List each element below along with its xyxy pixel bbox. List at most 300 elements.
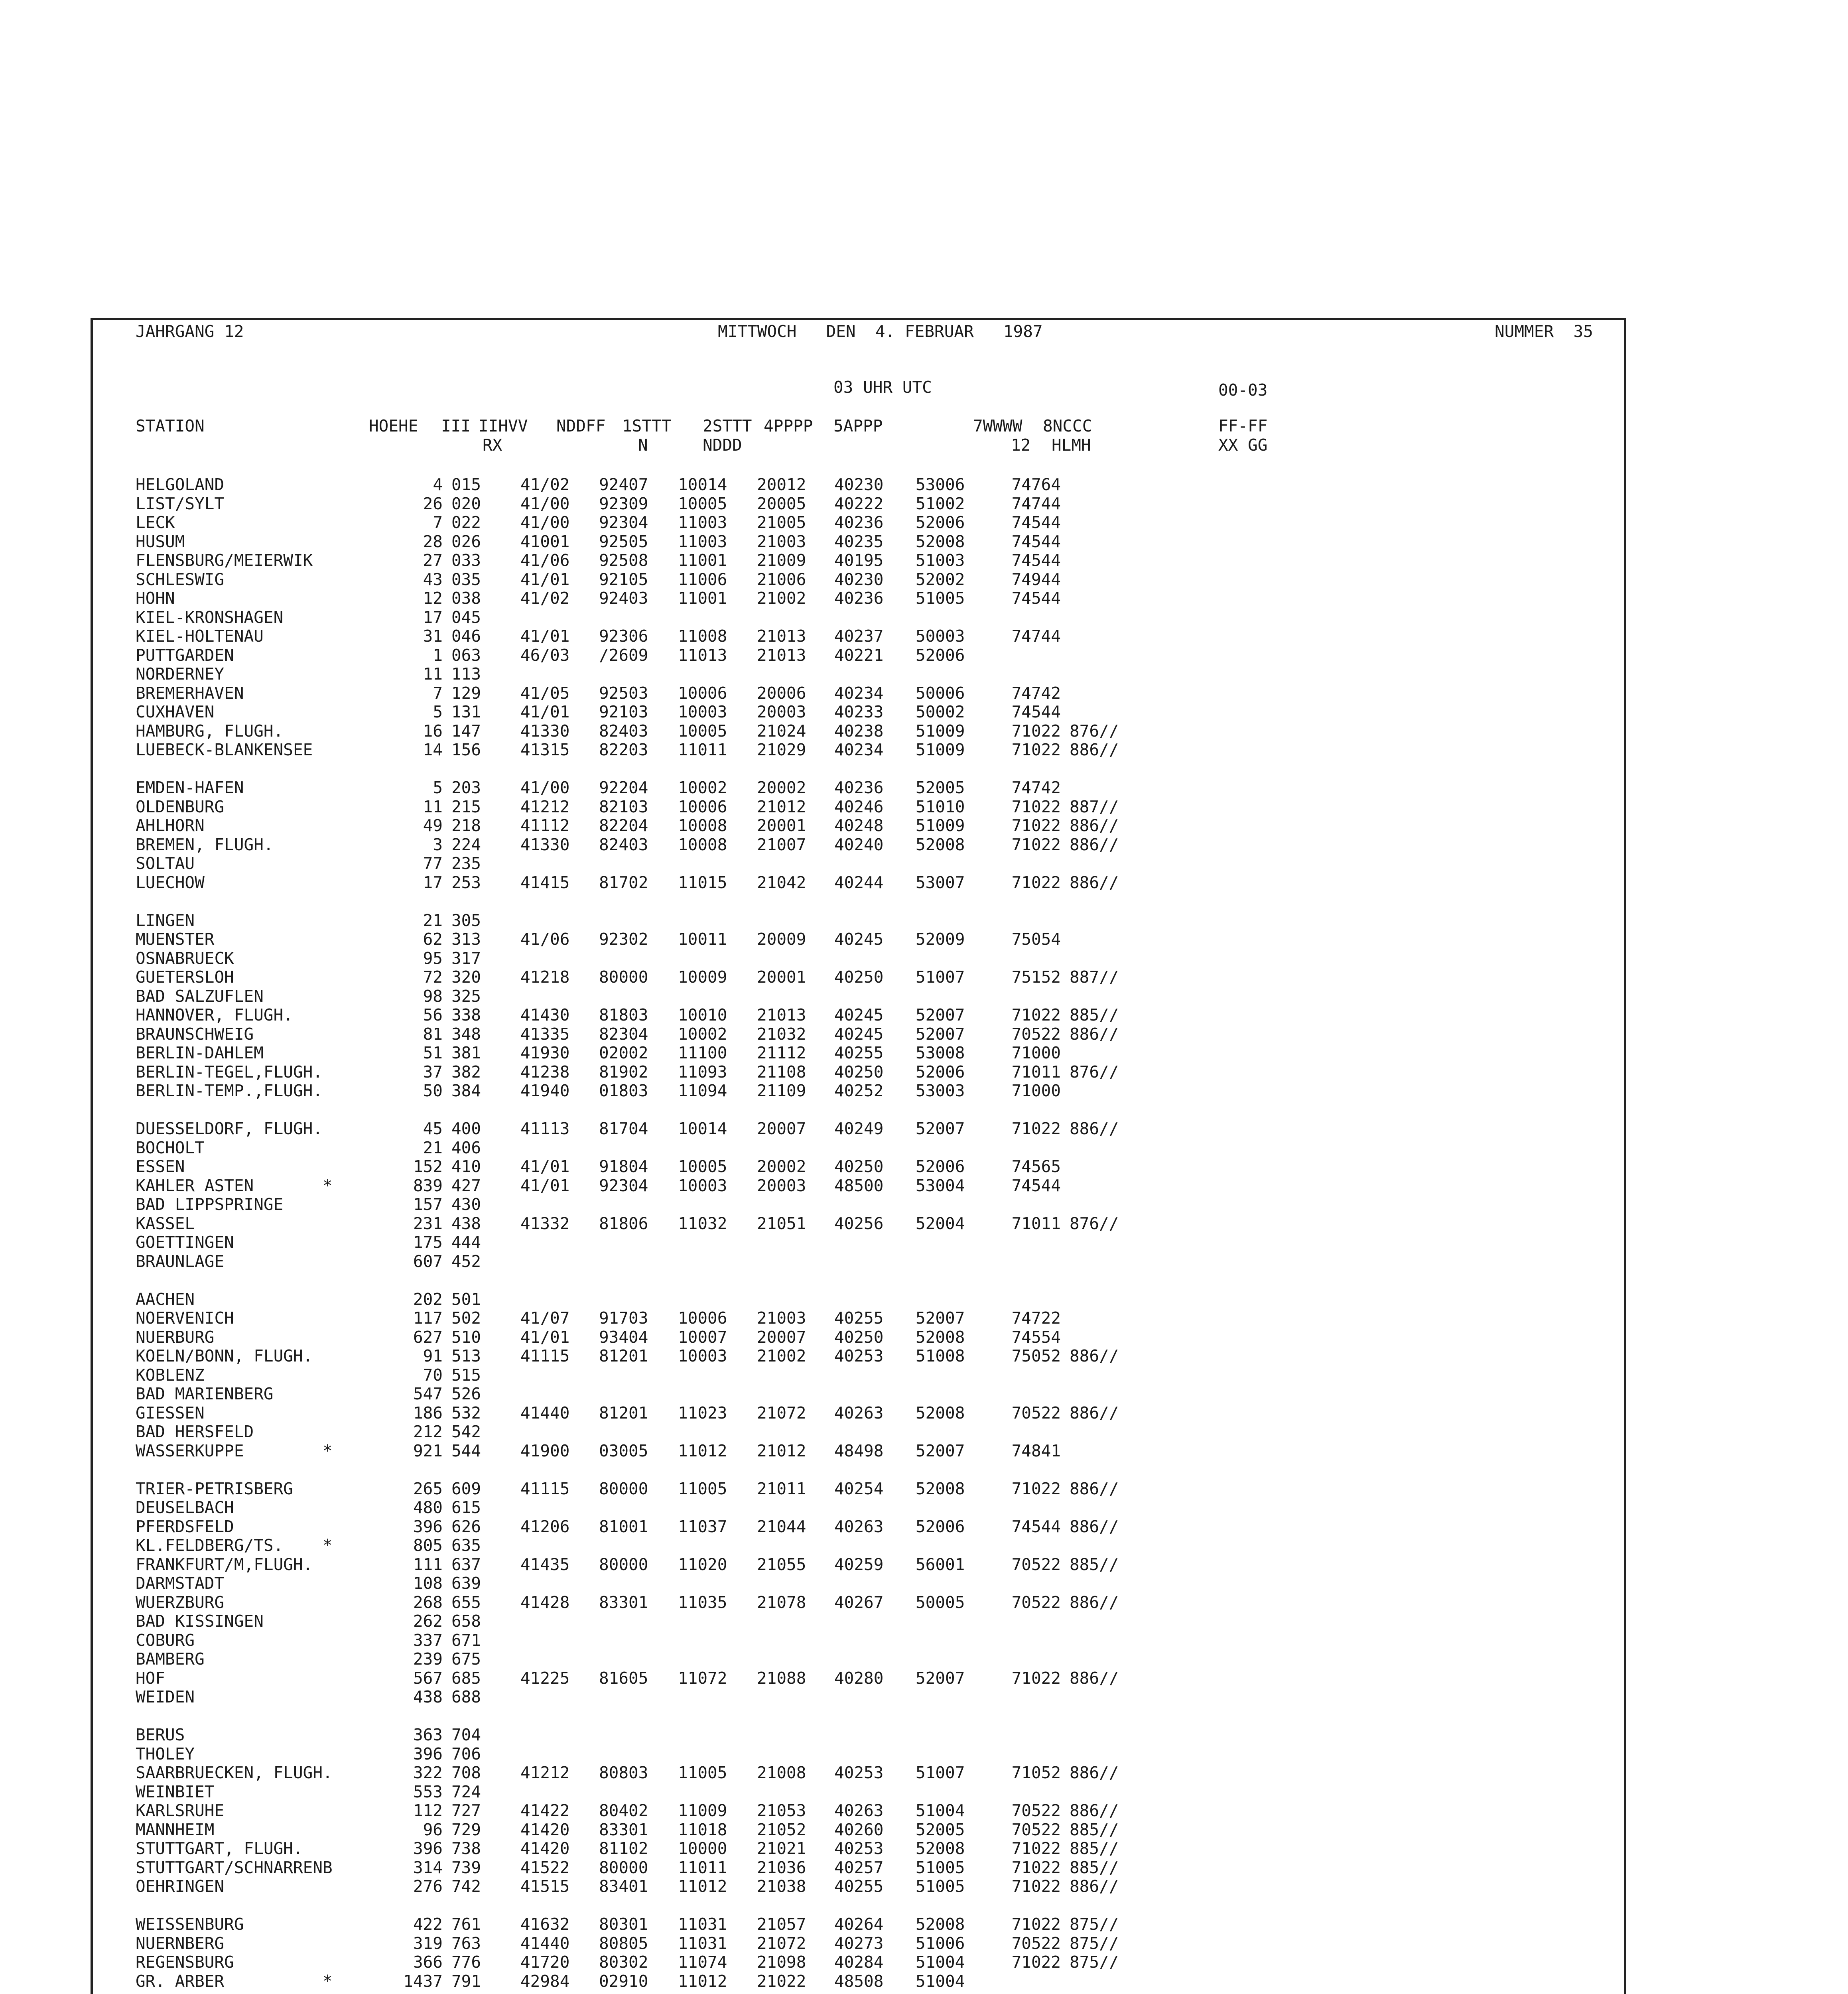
group-4pppp: 40250 [834,967,884,987]
group-nddff: 81902 [599,1062,648,1082]
group-4pppp: 40234 [834,683,884,703]
station-id: 430 [451,1195,481,1214]
group-8nccc: 885// [1070,1820,1119,1839]
group-7wwww: 70522 [1011,1403,1061,1423]
station-id: 406 [451,1138,481,1157]
group-1sttt: 10006 [678,1308,727,1328]
group-1sttt: 10005 [678,494,727,513]
group-7wwww: 71011 [1011,1214,1061,1233]
group-7wwww: 71022 [1011,797,1061,816]
group-7wwww: 70522 [1011,1592,1061,1612]
group-4pppp: 40195 [834,551,884,570]
col-iihvv: IIHVV [479,416,528,435]
group-5appp: 52007 [916,1308,965,1328]
group-iihvv: 41/00 [520,778,570,797]
group-4pppp: 40237 [834,627,884,646]
station-name: WUERZBURG [136,1592,225,1612]
group-1sttt: 11031 [678,1933,727,1953]
group-2sttt: 21057 [757,1915,806,1934]
group-8nccc: 887// [1070,967,1119,987]
station-height: 43 [423,569,443,589]
group-7wwww: 74544 [1011,532,1061,551]
group-4pppp: 40257 [834,1858,884,1877]
group-iihvv: 41330 [520,721,570,741]
station-height: 56 [423,1005,443,1025]
station-id: 738 [451,1839,481,1858]
group-5appp: 52006 [916,1517,965,1536]
group-4pppp: 40273 [834,1933,884,1953]
station-height: 152 [413,1157,443,1176]
station-height: 112 [413,1801,443,1820]
group-nddff: 83301 [599,1820,648,1839]
table-frame-right [1624,318,1626,1994]
group-7wwww: 71000 [1011,1081,1061,1100]
group-2sttt: 20005 [757,494,806,513]
station-id: 675 [451,1649,481,1669]
group-5appp: 51009 [916,816,965,835]
station-id: 253 [451,873,481,892]
station-id: 215 [451,797,481,816]
station-height: 4 [433,475,443,494]
group-nddff: 92407 [599,475,648,494]
group-5appp: 53006 [916,475,965,494]
date-label: MITTWOCH DEN 4. FEBRUAR 1987 [718,322,1043,341]
group-2sttt: 21013 [757,645,806,665]
group-5appp: 51003 [916,551,965,570]
group-8nccc: 875// [1070,1915,1119,1934]
station-id: 706 [451,1744,481,1763]
group-1sttt: 11005 [678,1479,727,1498]
group-5appp: 52008 [916,1915,965,1934]
station-height: 49 [423,816,443,835]
group-nddff: 91804 [599,1157,648,1176]
station-height: 422 [413,1915,443,1934]
group-4pppp: 40248 [834,816,884,835]
group-4pppp: 40259 [834,1555,884,1574]
group-4pppp: 40267 [834,1592,884,1612]
station-name: HOF [136,1668,165,1688]
group-1sttt: 11037 [678,1517,727,1536]
station-name: SAARBRUECKEN, FLUGH. [136,1763,333,1782]
group-7wwww: 75052 [1011,1346,1061,1365]
station-name: BREMEN, FLUGH. [136,835,274,854]
period-label: 00-03 [1218,380,1268,400]
station-height: 262 [413,1612,443,1631]
group-1sttt: 11006 [678,569,727,589]
group-7wwww: 74544 [1011,702,1061,721]
group-2sttt: 21003 [757,532,806,551]
group-nddff: 81102 [599,1839,648,1858]
group-1sttt: 10014 [678,1119,727,1138]
col-ff-sub: XX GG [1218,435,1268,455]
station-id: 635 [451,1536,481,1555]
group-nddff: 83401 [599,1877,648,1896]
group-4pppp: 40245 [834,1024,884,1044]
group-1sttt: 11031 [678,1915,727,1934]
group-2sttt: 21109 [757,1081,806,1100]
group-5appp: 56001 [916,1555,965,1574]
group-1sttt: 11020 [678,1555,727,1574]
group-5appp: 53008 [916,1043,965,1062]
group-1sttt: 11018 [678,1820,727,1839]
group-iihvv: 41/02 [520,589,570,608]
group-5appp: 52008 [916,1839,965,1858]
station-height: 77 [423,854,443,873]
group-nddff: /2609 [599,645,648,665]
group-1sttt: 11012 [678,1441,727,1460]
station-id: 513 [451,1346,481,1365]
station-id: 218 [451,816,481,835]
station-id: 724 [451,1782,481,1801]
station-name: DARMSTADT [136,1574,225,1593]
group-2sttt: 21032 [757,1024,806,1044]
group-2sttt: 20007 [757,1327,806,1347]
group-8nccc: 886// [1070,1592,1119,1612]
station-id: 438 [451,1214,481,1233]
group-5appp: 52008 [916,1327,965,1347]
group-nddff: 80000 [599,967,648,987]
group-7wwww: 75054 [1011,930,1061,949]
station-height: 396 [413,1744,443,1763]
group-iihvv: 41/00 [520,494,570,513]
group-iihvv: 41001 [520,532,570,551]
group-iihvv: 41430 [520,1005,570,1025]
station-name: NUERNBERG [136,1933,225,1953]
group-4pppp: 40244 [834,873,884,892]
station-name: MANNHEIM [136,1820,215,1839]
group-5appp: 52007 [916,1668,965,1688]
group-nddff: 92403 [599,589,648,608]
group-2sttt: 21053 [757,1801,806,1820]
group-4pppp: 40221 [834,645,884,665]
col-1sttt: 1STTT [622,416,672,435]
col-2sttt-sub: NDDD [703,435,742,455]
station-height: 117 [413,1308,443,1328]
station-name: NUERBURG [136,1327,215,1347]
group-4pppp: 40246 [834,797,884,816]
station-id: 729 [451,1820,481,1839]
group-2sttt: 20001 [757,967,806,987]
group-1sttt: 10005 [678,1157,727,1176]
station-name: REGENSBURG [136,1953,234,1972]
group-5appp: 52005 [916,778,965,797]
station-id: 131 [451,702,481,721]
col-8nccc-sub: HLMH [1052,435,1091,455]
group-nddff: 92309 [599,494,648,513]
station-id: 113 [451,664,481,684]
group-nddff: 83301 [599,1592,648,1612]
station-height: 231 [413,1214,443,1233]
station-name: CUXHAVEN [136,702,215,721]
station-height: 157 [413,1195,443,1214]
station-name: HOHN [136,589,175,608]
col-2sttt: 2STTT [703,416,752,435]
group-4pppp: 48508 [834,1971,884,1991]
group-2sttt: 20012 [757,475,806,494]
station-name: SOLTAU [136,854,195,873]
group-5appp: 52007 [916,1024,965,1044]
group-8nccc: 887// [1070,797,1119,816]
station-id: 685 [451,1668,481,1688]
station-height: 5 [433,778,443,797]
group-8nccc: 875// [1070,1933,1119,1953]
group-4pppp: 40263 [834,1801,884,1820]
station-name: KARLSRUHE [136,1801,225,1820]
station-height: 805 [413,1536,443,1555]
group-5appp: 50002 [916,702,965,721]
station-height: 81 [423,1024,443,1044]
station-name: BAD SALZUFLEN [136,986,264,1006]
group-iihvv: 41/01 [520,1176,570,1195]
group-4pppp: 40233 [834,702,884,721]
group-4pppp: 40253 [834,1839,884,1858]
group-nddff: 80301 [599,1915,648,1934]
group-7wwww: 74841 [1011,1441,1061,1460]
group-iihvv: 41/06 [520,551,570,570]
group-iihvv: 41/07 [520,1308,570,1328]
group-nddff: 82403 [599,835,648,854]
group-1sttt: 10003 [678,702,727,721]
group-iihvv: 41112 [520,816,570,835]
group-5appp: 51004 [916,1971,965,1991]
station-name: BERLIN-TEGEL,FLUGH. [136,1062,323,1082]
station-name: BERUS [136,1725,185,1744]
station-id: 129 [451,683,481,703]
group-5appp: 51006 [916,1933,965,1953]
station-name: DEUSELBACH [136,1498,234,1517]
station-id: 658 [451,1612,481,1631]
station-id: 615 [451,1498,481,1517]
station-id: 410 [451,1157,481,1176]
group-iihvv: 41225 [520,1668,570,1688]
group-2sttt: 21072 [757,1933,806,1953]
group-2sttt: 21006 [757,569,806,589]
station-height: 319 [413,1933,443,1953]
group-iihvv: 41420 [520,1820,570,1839]
station-id: 224 [451,835,481,854]
group-iihvv: 41/01 [520,702,570,721]
group-nddff: 80402 [599,1801,648,1820]
station-height: 438 [413,1687,443,1706]
group-4pppp: 40249 [834,1119,884,1138]
group-1sttt: 11100 [678,1043,727,1062]
group-iihvv: 41/01 [520,569,570,589]
station-id: 639 [451,1574,481,1593]
group-4pppp: 40245 [834,930,884,949]
group-4pppp: 40255 [834,1043,884,1062]
group-8nccc: 876// [1070,1214,1119,1233]
station-id: 542 [451,1422,481,1441]
station-name: KASSEL [136,1214,195,1233]
station-height: 186 [413,1403,443,1423]
group-2sttt: 21012 [757,797,806,816]
group-1sttt: 10007 [678,1327,727,1347]
group-iihvv: 41422 [520,1801,570,1820]
station-height: 1437 [403,1971,443,1991]
group-4pppp: 40250 [834,1157,884,1176]
group-5appp: 51005 [916,589,965,608]
group-5appp: 50003 [916,627,965,646]
group-nddff: 80000 [599,1858,648,1877]
group-4pppp: 40263 [834,1403,884,1423]
station-name: HUSUM [136,532,185,551]
group-nddff: 81702 [599,873,648,892]
station-height: 17 [423,873,443,892]
station-height: 26 [423,494,443,513]
station-height: 91 [423,1346,443,1365]
group-nddff: 92302 [599,930,648,949]
station-name: KIEL-HOLTENAU [136,627,264,646]
group-nddff: 81201 [599,1403,648,1423]
station-name: MUENSTER [136,930,215,949]
group-8nccc: 885// [1070,1555,1119,1574]
group-2sttt: 21013 [757,627,806,646]
station-name: GOETTINGEN [136,1233,234,1252]
group-7wwww: 71022 [1011,816,1061,835]
group-7wwww: 74742 [1011,778,1061,797]
station-height: 50 [423,1081,443,1100]
group-iihvv: 41/01 [520,1157,570,1176]
station-height: 16 [423,721,443,741]
station-id: 045 [451,607,481,627]
group-8nccc: 886// [1070,1403,1119,1423]
group-5appp: 53003 [916,1081,965,1100]
group-1sttt: 11012 [678,1877,727,1896]
group-nddff: 02002 [599,1043,648,1062]
station-height: 607 [413,1251,443,1271]
station-name: NORDERNEY [136,664,225,684]
group-nddff: 92306 [599,627,648,646]
group-5appp: 51007 [916,967,965,987]
group-2sttt: 20002 [757,778,806,797]
group-5appp: 51010 [916,797,965,816]
group-1sttt: 10000 [678,1839,727,1858]
group-1sttt: 10003 [678,1346,727,1365]
group-iihvv: 41218 [520,967,570,987]
station-name: BAD MARIENBERG [136,1384,274,1403]
station-id: 015 [451,475,481,494]
station-id: 147 [451,721,481,741]
col-7wwww: 7WWWW [973,416,1023,435]
station-id: 026 [451,532,481,551]
group-5appp: 53007 [916,873,965,892]
group-iihvv: 41930 [520,1043,570,1062]
col-iihvv-sub: RX [483,435,502,455]
station-height: 21 [423,1138,443,1157]
group-iihvv: 41440 [520,1403,570,1423]
group-8nccc: 885// [1070,1839,1119,1858]
station-name: LECK [136,513,175,532]
station-id: 427 [451,1176,481,1195]
station-id: 742 [451,1877,481,1896]
station-name: NOERVENICH [136,1308,234,1328]
group-4pppp: 48500 [834,1176,884,1195]
station-name: EMDEN-HAFEN [136,778,244,797]
group-iihvv: 41720 [520,1953,570,1972]
station-id: 761 [451,1915,481,1934]
group-2sttt: 21038 [757,1877,806,1896]
station-name: KOBLENZ [136,1365,205,1385]
group-1sttt: 10006 [678,797,727,816]
group-1sttt: 10002 [678,778,727,797]
station-height: 322 [413,1763,443,1782]
station-height: 37 [423,1062,443,1082]
station-height: 5 [433,702,443,721]
station-height: 11 [423,664,443,684]
group-1sttt: 11011 [678,1858,727,1877]
col-4pppp: 4PPPP [764,416,813,435]
group-nddff: 92204 [599,778,648,797]
col-5appp: 5APPP [833,416,883,435]
group-4pppp: 40234 [834,740,884,759]
group-iihvv: 41113 [520,1119,570,1138]
group-1sttt: 10010 [678,1005,727,1025]
station-name: DUESSELDORF, FLUGH. [136,1119,323,1138]
station-height: 396 [413,1517,443,1536]
station-name: BERLIN-TEMP.,FLUGH. [136,1081,323,1100]
group-2sttt: 21011 [757,1479,806,1498]
group-1sttt: 10003 [678,1176,727,1195]
group-8nccc: 885// [1070,1005,1119,1025]
station-id: 609 [451,1479,481,1498]
station-id: 763 [451,1933,481,1953]
station-height: 265 [413,1479,443,1498]
station-name: BREMERHAVEN [136,683,244,703]
group-7wwww: 71000 [1011,1043,1061,1062]
group-7wwww: 74544 [1011,589,1061,608]
group-7wwww: 74544 [1011,1517,1061,1536]
station-name: KL.FELDBERG/TS. * [136,1536,333,1555]
station-id: 382 [451,1062,481,1082]
group-2sttt: 21021 [757,1839,806,1858]
station-name: LUECHOW [136,873,205,892]
station-height: 553 [413,1782,443,1801]
group-nddff: 92304 [599,513,648,532]
station-id: 033 [451,551,481,570]
group-7wwww: 71011 [1011,1062,1061,1082]
station-name: PUTTGARDEN [136,645,234,665]
group-7wwww: 71022 [1011,1858,1061,1877]
group-nddff: 80302 [599,1953,648,1972]
group-1sttt: 10002 [678,1024,727,1044]
group-7wwww: 71022 [1011,1953,1061,1972]
group-5appp: 52008 [916,1403,965,1423]
group-1sttt: 10011 [678,930,727,949]
station-id: 203 [451,778,481,797]
group-1sttt: 10005 [678,721,727,741]
col-7wwww-sub: 12 [1011,435,1031,455]
group-8nccc: 886// [1070,816,1119,835]
group-iihvv: 42984 [520,1971,570,1991]
group-iihvv: 41900 [520,1441,570,1460]
group-2sttt: 21072 [757,1403,806,1423]
observation-time: 03 UHR UTC [833,378,932,397]
group-7wwww: 74742 [1011,683,1061,703]
station-id: 400 [451,1119,481,1138]
station-id: 637 [451,1555,481,1574]
group-5appp: 52004 [916,1214,965,1233]
group-nddff: 92105 [599,569,648,589]
station-id: 063 [451,645,481,665]
station-height: 12 [423,589,443,608]
station-id: 338 [451,1005,481,1025]
group-nddff: 01803 [599,1081,648,1100]
station-name: HAMBURG, FLUGH. [136,721,284,741]
station-name: BAD KISSINGEN [136,1612,264,1631]
group-2sttt: 21055 [757,1555,806,1574]
station-name: GR. ARBER * [136,1971,333,1991]
station-name: HANNOVER, FLUGH. [136,1005,293,1025]
